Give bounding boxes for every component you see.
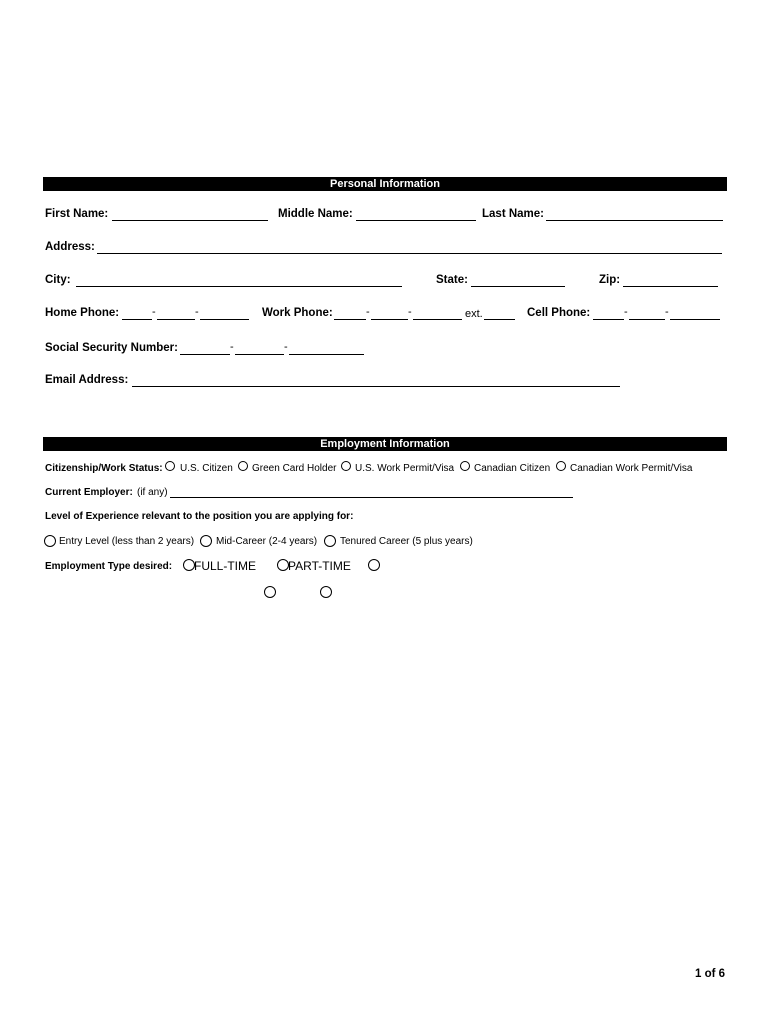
home-phone-dash-1: - — [152, 306, 156, 318]
work-phone-line-field[interactable] — [413, 319, 462, 320]
home-phone-line-field[interactable] — [200, 319, 249, 320]
work-phone-dash-2: - — [408, 306, 412, 318]
citizenship-radio-us-citizen[interactable] — [165, 461, 175, 471]
email-field[interactable] — [132, 386, 620, 387]
employment-type-radio-3[interactable] — [368, 559, 380, 571]
home-phone-prefix-field[interactable] — [157, 319, 195, 320]
current-employer-label: Current Employer: — [45, 487, 133, 498]
experience-radio-tenured[interactable] — [324, 535, 336, 547]
address-label: Address: — [45, 241, 95, 253]
cell-phone-area-field[interactable] — [593, 319, 624, 320]
city-label: City: — [45, 274, 71, 286]
state-field[interactable] — [471, 286, 565, 287]
ssn-part-3-field[interactable] — [289, 354, 364, 355]
work-phone-label: Work Phone: — [262, 307, 333, 319]
ssn-label: Social Security Number: — [45, 342, 178, 354]
city-field[interactable] — [76, 286, 402, 287]
experience-radio-mid[interactable] — [200, 535, 212, 547]
citizenship-option-canadian-work-permit: Canadian Work Permit/Visa — [570, 463, 693, 474]
last-name-field[interactable] — [546, 220, 723, 221]
page-number: 1 of 6 — [695, 968, 726, 980]
cell-phone-line-field[interactable] — [670, 319, 720, 320]
citizenship-label: Citizenship/Work Status: — [45, 463, 163, 474]
employment-type-option-full-time: FULL-TIME — [194, 559, 257, 573]
work-phone-dash-1: - — [366, 306, 370, 318]
current-employer-note: (if any) — [137, 487, 168, 498]
citizenship-radio-canadian-citizen[interactable] — [460, 461, 470, 471]
cell-phone-dash-1: - — [624, 306, 628, 318]
work-phone-prefix-field[interactable] — [371, 319, 408, 320]
state-label: State: — [436, 274, 468, 286]
citizenship-option-us-work-permit: U.S. Work Permit/Visa — [355, 463, 455, 474]
experience-option-mid: Mid-Career (2-4 years) — [216, 536, 318, 547]
ssn-part-1-field[interactable] — [180, 354, 230, 355]
home-phone-label: Home Phone: — [45, 307, 120, 319]
home-phone-area-field[interactable] — [122, 319, 152, 320]
cell-phone-prefix-field[interactable] — [629, 319, 665, 320]
middle-name-field[interactable] — [356, 220, 476, 221]
first-name-label: First Name: — [45, 208, 109, 220]
experience-option-entry: Entry Level (less than 2 years) — [59, 536, 195, 547]
experience-option-tenured: Tenured Career (5 plus years) — [340, 536, 473, 547]
citizenship-radio-green-card[interactable] — [238, 461, 248, 471]
citizenship-option-green-card: Green Card Holder — [252, 463, 337, 474]
ssn-dash-1: - — [230, 341, 234, 353]
ext-label: ext. — [465, 308, 483, 320]
home-phone-dash-2: - — [195, 306, 199, 318]
zip-label: Zip: — [599, 274, 621, 286]
citizenship-radio-canadian-work-permit[interactable] — [556, 461, 566, 471]
personal-information-header: Personal Information — [43, 177, 727, 191]
email-label: Email Address: — [45, 374, 129, 386]
citizenship-option-us-citizen: U.S. Citizen — [180, 463, 233, 474]
employment-type-radio-5[interactable] — [320, 586, 332, 598]
citizenship-option-canadian-citizen: Canadian Citizen — [474, 463, 551, 474]
employment-information-header: Employment Information — [43, 437, 727, 451]
work-phone-area-field[interactable] — [334, 319, 366, 320]
current-employer-field[interactable] — [170, 497, 573, 498]
ssn-part-2-field[interactable] — [235, 354, 284, 355]
employment-type-radio-4[interactable] — [264, 586, 276, 598]
experience-radio-entry[interactable] — [44, 535, 56, 547]
citizenship-radio-us-work-permit[interactable] — [341, 461, 351, 471]
last-name-label: Last Name: — [482, 208, 544, 220]
address-field[interactable] — [97, 253, 722, 254]
zip-field[interactable] — [623, 286, 718, 287]
cell-phone-dash-2: - — [665, 306, 669, 318]
middle-name-label: Middle Name: — [278, 208, 353, 220]
experience-question: Level of Experience relevant to the position you are applying for: — [45, 511, 354, 522]
employment-type-label: Employment Type desired: — [45, 561, 173, 572]
first-name-field[interactable] — [112, 220, 268, 221]
ssn-dash-2: - — [284, 341, 288, 353]
cell-phone-label: Cell Phone: — [527, 307, 591, 319]
work-phone-ext-field[interactable] — [484, 319, 515, 320]
employment-type-option-part-time: PART-TIME — [288, 559, 351, 573]
